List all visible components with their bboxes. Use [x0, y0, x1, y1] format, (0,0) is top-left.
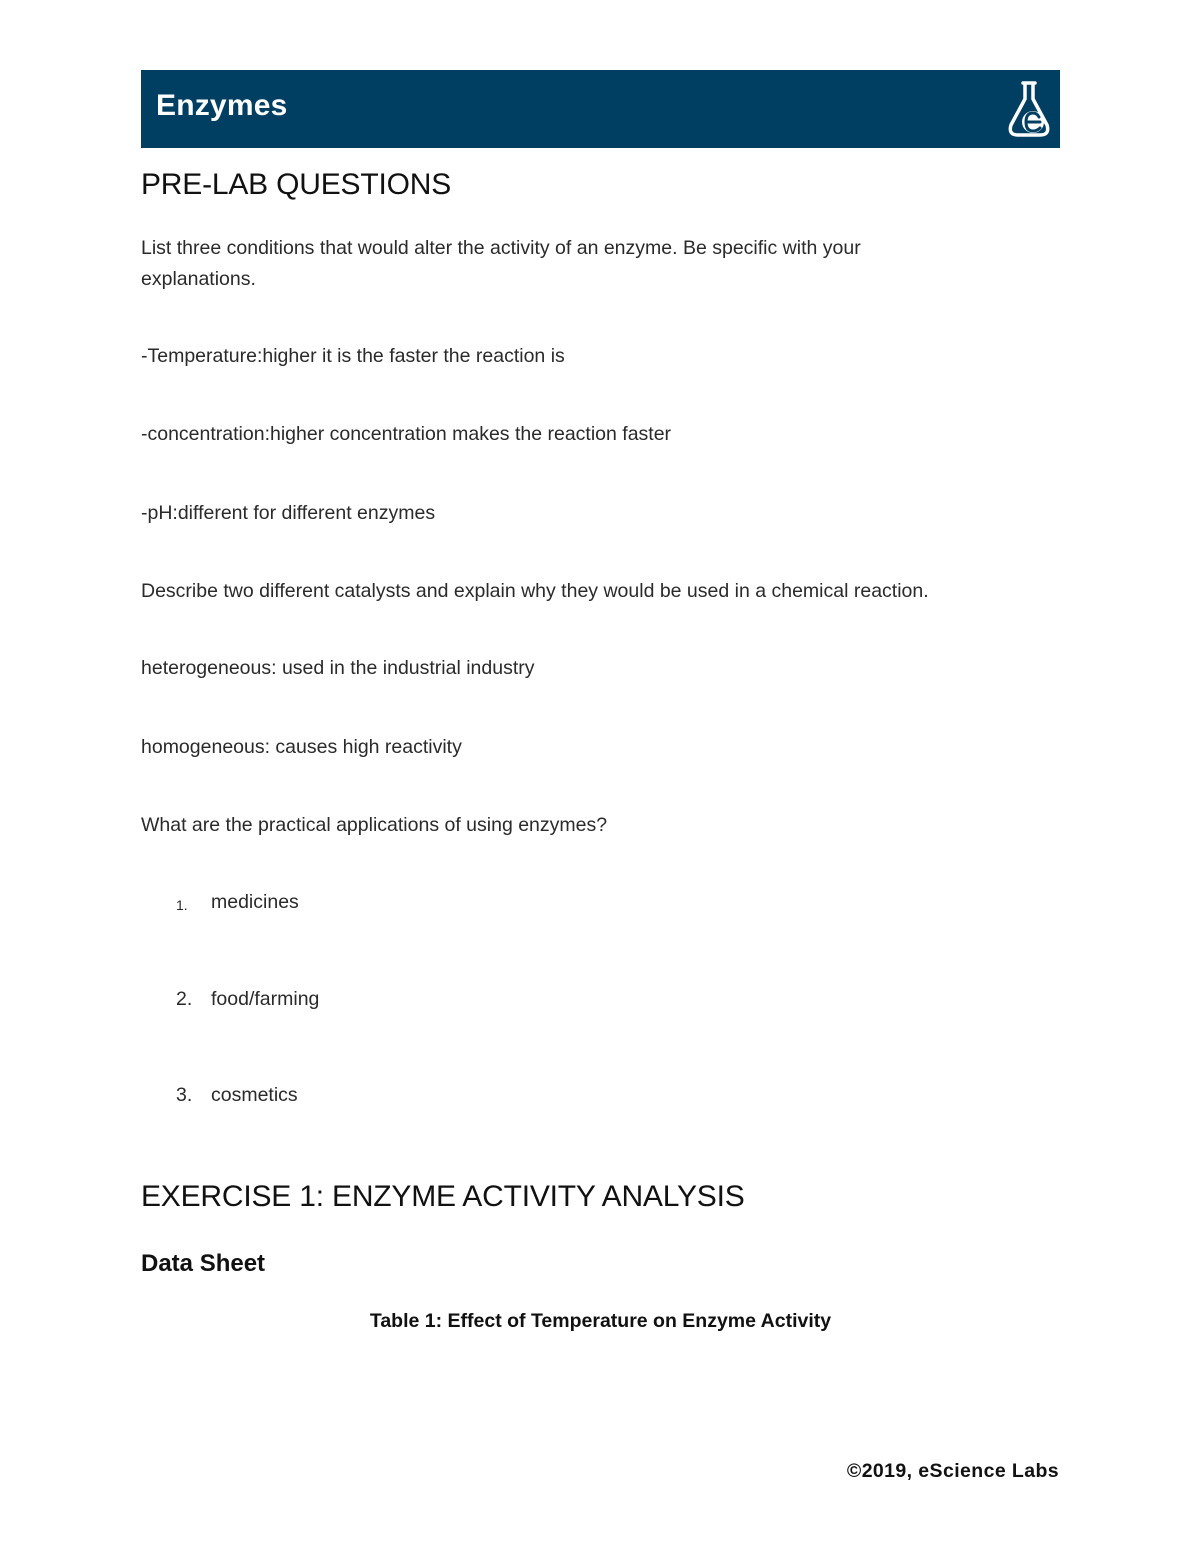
list-item-number: 1. [176, 897, 188, 913]
exercise-heading: EXERCISE 1: ENZYME ACTIVITY ANALYSIS [141, 1180, 745, 1213]
list-item: medicines [211, 891, 299, 913]
list-item-number: 3. [176, 1084, 193, 1106]
page-title: Enzymes [156, 89, 288, 122]
list-item-number: 2. [176, 988, 193, 1010]
answer-1-temperature: -Temperature:higher it is the faster the reaction is [141, 345, 565, 367]
question-3: What are the practical applications of using enzymes? [141, 814, 608, 836]
question-1: List three conditions that would alter the activity of an enzyme. Be specific with your explanations. [141, 237, 861, 290]
answer-2-homogeneous: homogeneous: causes high reactivity [141, 736, 462, 758]
title-banner [141, 70, 1060, 148]
copyright-footer: ©2019, eScience Labs [846, 1460, 1059, 1482]
list-item: cosmetics [211, 1084, 298, 1106]
list-item: food/farming [211, 988, 320, 1010]
answer-2-heterogeneous: heterogeneous: used in the industrial industry [141, 657, 535, 679]
question-2: Describe two different catalysts and explain why they would be used in a chemical reaction. [141, 580, 929, 602]
data-sheet-heading: Data Sheet [141, 1250, 266, 1277]
prelab-heading: PRE-LAB QUESTIONS [141, 168, 452, 201]
answer-1-concentration: -concentration:higher concentration makes the reaction faster [141, 423, 672, 445]
answer-1-ph: -pH:different for different enzymes [141, 502, 436, 524]
flask-e-logo-icon [1006, 79, 1052, 139]
table-caption: Table 1: Effect of Temperature on Enzyme Activity [369, 1310, 832, 1332]
